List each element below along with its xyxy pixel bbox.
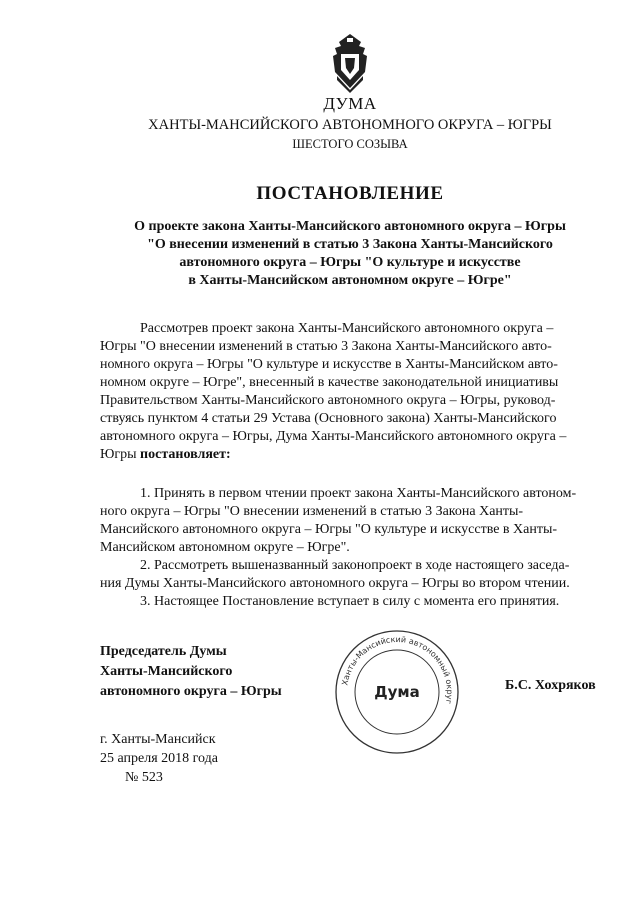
item-line: Мансийском автономном округе – Югре". <box>100 540 350 555</box>
official-stamp <box>332 627 462 757</box>
signer-name: Б.С. Хохряков <box>505 678 596 693</box>
document-subject <box>100 218 600 290</box>
chair-line: Председатель Думы <box>100 644 227 659</box>
preamble-line: номного округа – Югры "О культуре и искусстве в Ханты-Мансийском авто- <box>100 357 558 372</box>
stamp-ring-text: Ханты-Мансийский автономный округ <box>340 634 455 705</box>
preamble-line: Югры "О внесении изменений в статью 3 Закона Ханты-Мансийского авто- <box>100 339 552 354</box>
subject-line: "О внесении изменений в статью 3 Закона Ханты-Мансийского <box>147 237 553 252</box>
item-line: ния Думы Ханты-Мансийского автономного округа – Югры во втором чтении. <box>100 576 570 591</box>
resolves-verb: постановляет: <box>140 447 231 462</box>
preamble-paragraph <box>100 320 600 464</box>
preamble-line: Правительством Ханты-Мансийского автономного округа – Югры, руковод- <box>100 393 556 408</box>
chair-line: Ханты-Мансийского <box>100 664 233 679</box>
coat-of-arms-icon <box>327 32 373 94</box>
preamble-line: ствуясь пунктом 4 статьи 29 Устава (Основного закона) Ханты-Мансийского <box>100 411 557 426</box>
subject-line: О проекте закона Ханты-Мансийского автономного округа – Югры <box>134 219 566 234</box>
item-line: 3. Настоящее Постановление вступает в силу с момента его принятия. <box>140 594 560 609</box>
duma-heading: ДУМА <box>323 94 377 113</box>
preamble-line: Рассмотрев проект закона Ханты-Мансийского автономного округа – <box>140 321 554 336</box>
preamble-line: автономного округа – Югры, Дума Ханты-Мансийского автономного округа – <box>100 429 567 444</box>
place-date-number <box>100 730 218 787</box>
document-title: ПОСТАНОВЛЕНИЕ <box>256 183 444 204</box>
date: 25 апреля 2018 года <box>100 751 218 766</box>
subject-line: автономного округа – Югры "О культуре и искусстве <box>179 255 521 270</box>
preamble-last-word: Югры <box>100 447 137 462</box>
convocation-heading: ШЕСТОГО СОЗЫВА <box>292 137 408 151</box>
resolution-items <box>100 485 600 611</box>
place: г. Ханты-Мансийск <box>100 732 216 747</box>
document-number: № 523 <box>125 770 163 785</box>
stamp-center-text: Дума <box>374 683 420 701</box>
item-line: 2. Рассмотреть вышеназванный законопроект в ходе настоящего заседа- <box>140 558 570 573</box>
item-line: 1. Принять в первом чтении проект закона Ханты-Мансийского автоном- <box>140 486 577 501</box>
subject-line: в Ханты-Мансийском автономном округе – Югре" <box>188 273 512 288</box>
okrug-heading: ХАНТЫ-МАНСИЙСКОГО АВТОНОМНОГО ОКРУГА – ЮГРЫ <box>148 117 552 133</box>
preamble-line: номном округе – Югре", внесенный в качестве законодательной инициативы <box>100 375 559 390</box>
item-line: Мансийского автономного округа – Югры "О культуре и искусстве в Ханты- <box>100 522 558 537</box>
chair-line: автономного округа – Югры <box>100 684 282 699</box>
chair-title <box>100 642 282 702</box>
preamble-line <box>100 446 600 464</box>
item-line: ного округа – Югры "О внесении изменений в статью 3 Закона Ханты- <box>100 504 524 519</box>
